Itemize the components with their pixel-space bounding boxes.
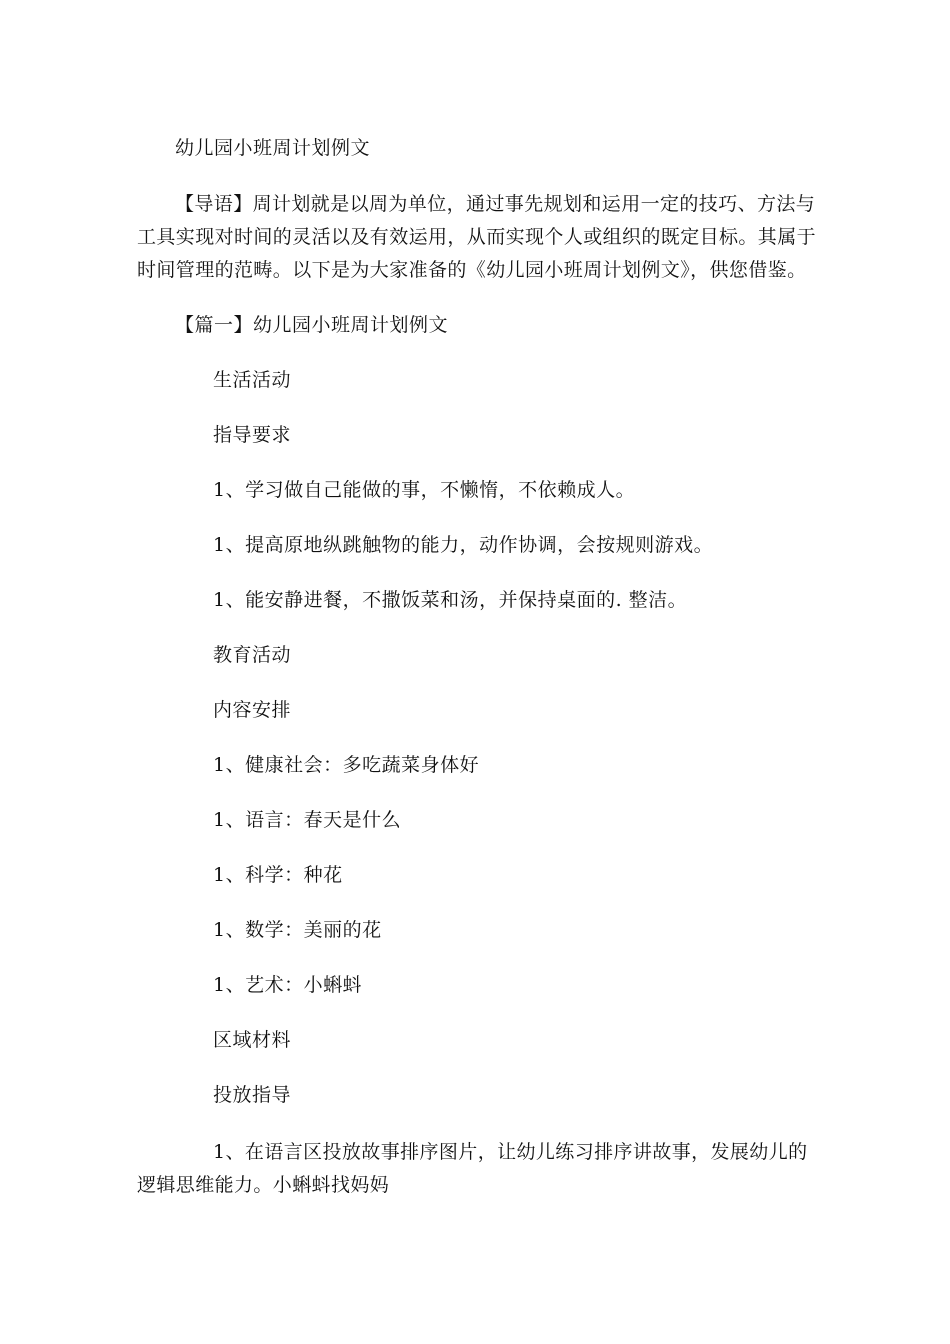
- last-paragraph: 1、在语言区投放故事排序图片，让幼儿练习排序讲故事，发展幼儿的逻辑思维能力。小蝌蚪找妈妈: [137, 1141, 808, 1196]
- text-line: 1、数学：美丽的花: [213, 919, 382, 941]
- text-line: 1、艺术：小蝌蚪: [213, 974, 363, 996]
- text-line: 1、学习做自己能做的事，不懒惰，不依赖成人。: [213, 479, 636, 501]
- text-line: 投放指导: [213, 1084, 292, 1106]
- text-line: 1、健康社会：多吃蔬菜身体好: [213, 754, 480, 776]
- intro-paragraph: 【导语】周计划就是以周为单位，通过事先规划和运用一定的技巧、方法与工具实现对时间的灵活以及有效运用，从而实现个人或组织的既定目标。其属于时间管理的范畴。以下是为大家准备的《幼儿园小班周计划例文》，供您借鉴。: [137, 193, 817, 281]
- text-line: 生活活动: [213, 369, 292, 391]
- document-title: 幼儿园小班周计划例文: [175, 137, 371, 159]
- text-line: 1、科学：种花: [213, 864, 343, 886]
- text-line: 区域材料: [213, 1029, 292, 1051]
- text-line: 1、能安静进餐，不撒饭菜和汤，并保持桌面的. 整洁。: [213, 589, 688, 611]
- text-line: 1、提高原地纵跳触物的能力，动作协调，会按规则游戏。: [213, 534, 714, 556]
- text-line: 教育活动: [213, 644, 292, 666]
- text-line: 指导要求: [213, 424, 292, 446]
- text-line: 内容安排: [213, 699, 292, 721]
- section-heading: 【篇一】幼儿园小班周计划例文: [175, 314, 449, 336]
- text-line: 1、语言：春天是什么: [213, 809, 402, 831]
